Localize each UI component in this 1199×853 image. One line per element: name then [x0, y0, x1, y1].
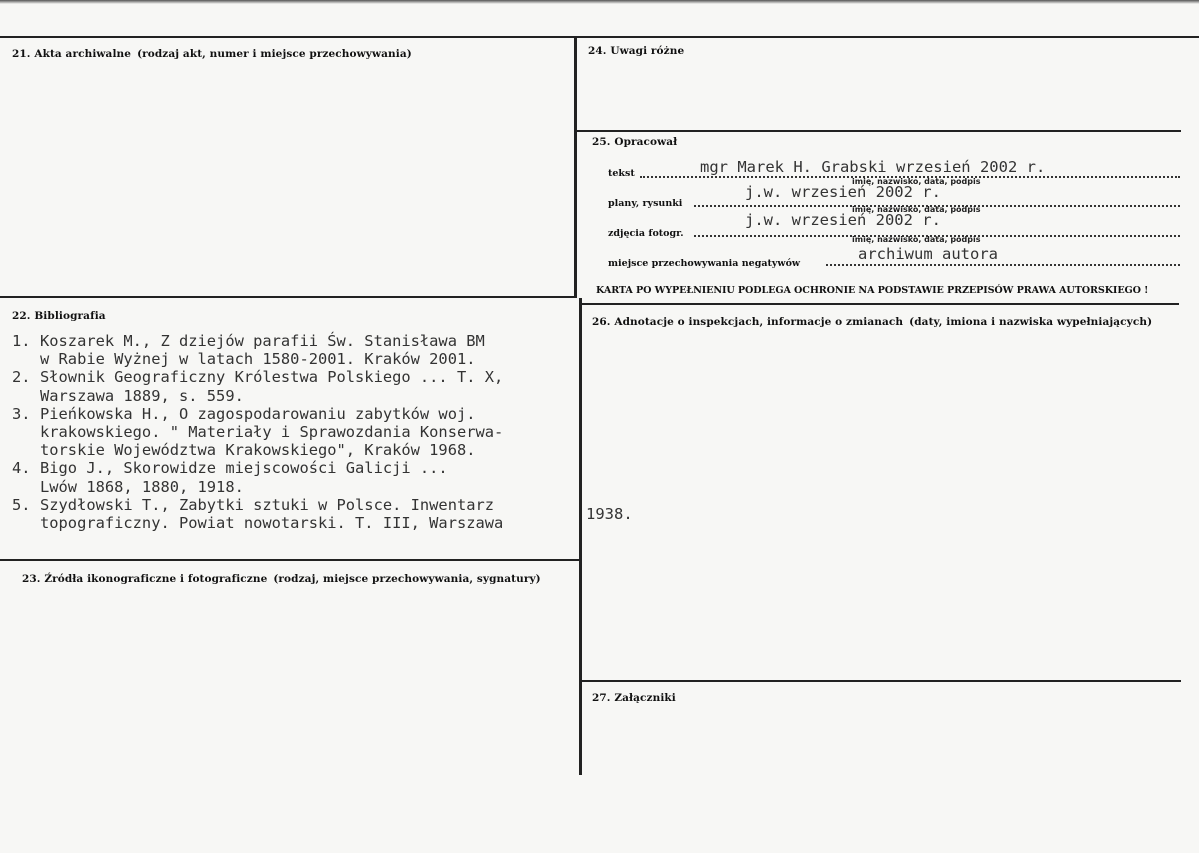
rule-25-26 [580, 303, 1179, 305]
section-21-note: (rodzaj akt, numer i miejsce przechowywania) [137, 48, 412, 60]
row-tekst-caption: imię, nazwisko, data, podpis [852, 177, 981, 186]
rule-26-27 [581, 680, 1181, 682]
row-plany-caption: imię, nazwisko, data, podpis [852, 205, 981, 214]
bibliography-line: Bigo J., Skorowidze miejscowości Galicji ... [40, 459, 448, 478]
section-25-title: 25. Opracował [592, 136, 678, 148]
page-top-edge [0, 0, 1199, 4]
section-27-title: 27. Załączniki [592, 692, 676, 704]
bibliography-line: w Rabie Wyżnej w latach 1580-2001. Kraków 2001. [40, 350, 476, 369]
bibliography-list [12, 332, 503, 532]
row-negatywy-dots [826, 264, 1180, 266]
bibliography-line: Warszawa 1889, s. 559. [40, 386, 244, 405]
section-21-title: 21. Akta archiwalne [12, 48, 132, 60]
bibliography-item [12, 496, 503, 532]
bibliography-item-number: 5. [12, 495, 31, 514]
bibliography-line: Słownik Geograficzny Królestwa Polskiego ... T. X, [40, 368, 504, 387]
section-22-header [12, 310, 106, 322]
top-rule [0, 36, 1199, 38]
bibliography-line: Koszarek M., Z dziejów parafii Św. Stanisława BM [40, 332, 485, 350]
row-zdjecia-label: zdjęcia fotogr. [608, 228, 684, 239]
copyright-notice: KARTA PO WYPEŁNIENIU PODLEGA OCHRONIE NA PODSTAWIE PRZEPISÓW PRAWA AUTORSKIEGO ! [596, 285, 1149, 296]
bibliography-item-number: 1. [12, 332, 31, 350]
row-tekst-label: tekst [608, 168, 635, 179]
section-22-title: 22. Bibliografia [12, 310, 106, 322]
section-23-header [22, 573, 541, 585]
center-divider-lower [579, 298, 582, 775]
row-negatywy-label: miejsce przechowywania negatywów [608, 258, 801, 269]
bibliography-line: Lwów 1868, 1880, 1918. [40, 477, 244, 496]
rule-24-25 [576, 130, 1181, 132]
bibliography-item-number: 3. [12, 404, 31, 423]
section-24-header [588, 45, 684, 57]
bibliography-line: Pieńkowska H., O zagospodarowaniu zabytków woj. [40, 404, 476, 423]
section-27-header [592, 692, 676, 704]
bibliography-overflow-year: 1938. [586, 505, 633, 523]
rule-22-23 [0, 559, 581, 561]
section-26-header [592, 316, 1152, 328]
section-25-header [592, 136, 677, 148]
section-26-note: (daty, imiona i nazwiska wypełniających) [909, 316, 1153, 328]
bibliography-line: krakowskiego. " Materiały i Sprawozdania Konserwa- [40, 423, 504, 442]
row-tekst-value: mgr Marek H. Grabski wrzesień 2002 r. [700, 158, 1046, 176]
section-26-title: 26. Adnotacje o inspekcjach, informacje o zmianach [592, 316, 904, 328]
bibliography-line: Szydłowski T., Zabytki sztuki w Polsce. Inwentarz [40, 495, 495, 514]
bibliography-item [12, 405, 503, 460]
bibliography-item [12, 368, 503, 404]
bibliography-item [12, 459, 503, 495]
bibliography-item-number: 4. [12, 459, 31, 478]
section-23-title: 23. Źródła ikonograficzne i fotograficzne [22, 573, 268, 585]
row-negatywy-value: archiwum autora [858, 245, 998, 263]
bibliography-item-number: 2. [12, 368, 31, 387]
bibliography-line: torskie Województwa Krakowskiego", Kraków 1968. [40, 441, 476, 460]
row-plany-value: j.w. wrzesień 2002 r. [745, 183, 941, 201]
row-zdjecia-caption: imię, nazwisko, data, podpis [852, 235, 981, 244]
center-divider-upper [574, 36, 577, 298]
row-zdjecia-value: j.w. wrzesień 2002 r. [745, 211, 941, 229]
section-24-title: 24. Uwagi różne [588, 45, 685, 57]
bibliography-item [12, 332, 503, 368]
rule-21-22 [0, 296, 576, 298]
section-23-note: (rodzaj, miejsce przechowywania, sygnatury) [273, 573, 541, 585]
row-plany-label: plany, rysunki [608, 198, 683, 209]
bibliography-line: topograficzny. Powiat nowotarski. T. III, Warszawa [40, 514, 504, 533]
section-21-header [12, 48, 412, 60]
